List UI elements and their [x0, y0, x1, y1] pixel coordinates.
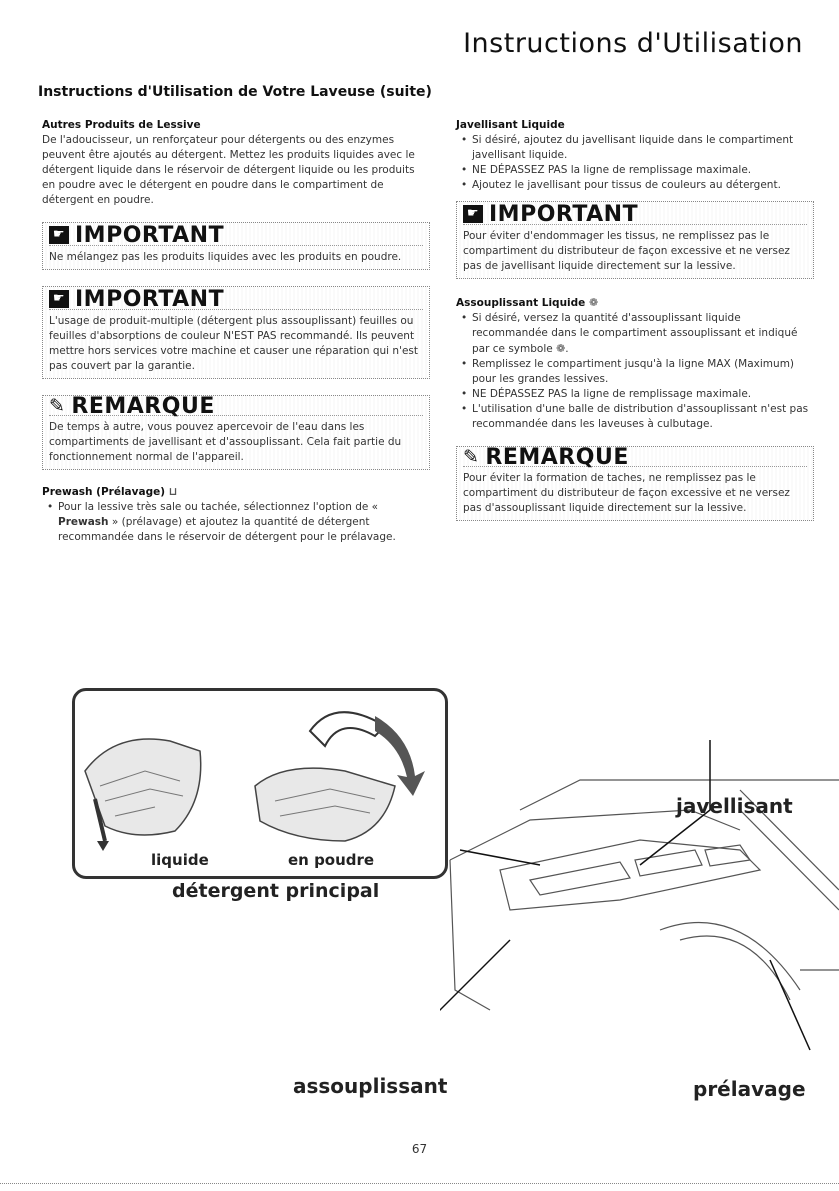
remarque-title-right: REMARQUE [485, 445, 629, 470]
list-item: • NE DÉPASSEZ PAS la ligne de remplissage maximale. [472, 163, 814, 178]
prewash-tub-icon: ⊔ [168, 485, 178, 498]
prewash-section [42, 484, 430, 545]
list-item: • Si désiré, ajoutez du javellisant liquide dans le compartiment javellisant liquide. [472, 133, 814, 163]
important-box-1 [42, 222, 430, 270]
remarque-title-left: REMARQUE [71, 394, 215, 419]
pointing-hand-icon: ☛ [463, 205, 483, 223]
left-column [42, 118, 430, 545]
note-icon: ✎ [463, 446, 480, 468]
note-icon: ✎ [49, 395, 66, 417]
list-item: • L'utilisation d'une balle de distribution d'assouplissant n'est pas recommandée dans les laveuses à culbutage. [472, 402, 814, 432]
label-javellisant: javellisant [676, 794, 793, 818]
label-assouplissant: assouplissant [293, 1074, 448, 1098]
label-prelavage: prélavage [693, 1077, 806, 1101]
list-item: • Ajoutez le javellisant pour tissus de couleurs au détergent. [472, 178, 814, 193]
right-column [456, 118, 814, 533]
prewash-item-bold: Prewash [58, 516, 109, 528]
powder-tray-drawing [255, 712, 425, 841]
flower-symbol-icon: ❁ [588, 296, 599, 309]
important-text-2: L'usage de produit-multiple (détergent plus assouplissant) feuilles ou feuilles d'absorptions de couleur N'EST PAS recommandé. Ils peuvent mettre hors services votre machine et causer une réparation qui n'est pas couvert par la garantie. [49, 315, 419, 372]
important-title-right: IMPORTANT [489, 201, 639, 227]
list-item: • NE DÉPASSEZ PAS la ligne de remplissage maximale. [472, 387, 814, 402]
important-title-2: IMPORTANT [75, 286, 225, 312]
important-box-right [456, 201, 814, 279]
softener-heading [456, 295, 814, 311]
list-item: • Remplissez le compartiment jusqu'à la ligne MAX (Maximum) pour les grandes lessives. [472, 357, 814, 387]
label-en-poudre: en poudre [288, 851, 375, 869]
important-box-2 [42, 286, 430, 379]
liquid-tray-drawing [85, 739, 201, 851]
dispenser-drawing [75, 691, 445, 876]
prewash-heading [42, 484, 430, 500]
list-item: • Si désiré, versez la quantité d'assouplissant liquide recommandée dans le compartiment assouplissant et indiqué par ce symbole ❁. [472, 311, 814, 357]
prewash-item-pre: Pour la lessive très sale ou tachée, sélectionnez l'option de « [58, 501, 379, 513]
pointing-hand-icon: ☛ [49, 226, 69, 244]
remarque-heading-left [49, 394, 423, 419]
remarque-box-right [456, 446, 814, 521]
remarque-box-left [42, 395, 430, 470]
page-header-title: Instructions d'Utilisation [463, 28, 803, 59]
important-heading-1 [49, 222, 423, 248]
flower-symbol-icon: ❁ [556, 342, 566, 355]
bottom-divider [0, 1183, 839, 1184]
bleach-section [456, 118, 814, 193]
prewash-heading-text: Prewash (Prélavage) [42, 486, 166, 498]
remarque-text-left: De temps à autre, vous pouvez apercevoir de l'eau dans les compartiments de javellisant et d'assouplissant. Cela fait partie du fonctionnement normal de l'appareil. [49, 421, 402, 463]
softener-list [456, 311, 814, 432]
important-heading-2 [49, 286, 423, 312]
prewash-item [58, 500, 430, 545]
label-liquide: liquide [151, 851, 209, 869]
pointing-hand-icon: ☛ [49, 290, 69, 308]
prewash-item-post: » (prélavage) et ajoutez la quantité de détergent recommandée dans le réservoir de détergent pour le prélavage. [58, 516, 396, 543]
important-title-1: IMPORTANT [75, 222, 225, 248]
remarque-heading-right [463, 445, 807, 470]
remarque-text-right: Pour éviter la formation de taches, ne remplissez pas le compartiment du distributeur de façon excessive et ne versez pas d'assouplissant liquide directement sur la lessive. [463, 472, 790, 514]
bleach-heading: Javellisant Liquide [456, 119, 565, 131]
label-detergent-principal: détergent principal [172, 880, 380, 902]
important-heading-right [463, 201, 807, 227]
prewash-list [42, 500, 430, 545]
important-text-1: Ne mélangez pas les produits liquides avec les produits en poudre. [49, 251, 402, 263]
dispenser-illustration [72, 688, 448, 902]
other-products-heading: Autres Produits de Lessive [42, 119, 201, 131]
other-products-text: De l'adoucisseur, un renforçateur pour détergents ou des enzymes peuvent être ajoutés au détergent. Mettez les produits liquides avec le détergent liquide dans le réservoir de détergent liquide ou les produits en poudre avec le détergent en poudre dans le compartiment de détergent en poudre. [42, 134, 415, 206]
section-title: Instructions d'Utilisation de Votre Laveuse (suite) [38, 84, 432, 100]
list-item-text: Si désiré, versez la quantité d'assouplissant liquide recommandée dans le compartiment assouplissant et indiqué par ce symbole [472, 312, 798, 355]
illustration-frame [72, 688, 448, 879]
bleach-list [456, 133, 814, 193]
softener-heading-text: Assouplissant Liquide [456, 297, 586, 309]
important-text-right: Pour éviter d'endommager les tissus, ne remplissez pas le compartiment du distributeur de façon excessive et ne versez pas de javellisant liquide directement sur la lessive. [463, 230, 790, 272]
page-number: 67 [411, 1142, 428, 1156]
softener-section [456, 295, 814, 432]
other-products-section [42, 118, 430, 208]
